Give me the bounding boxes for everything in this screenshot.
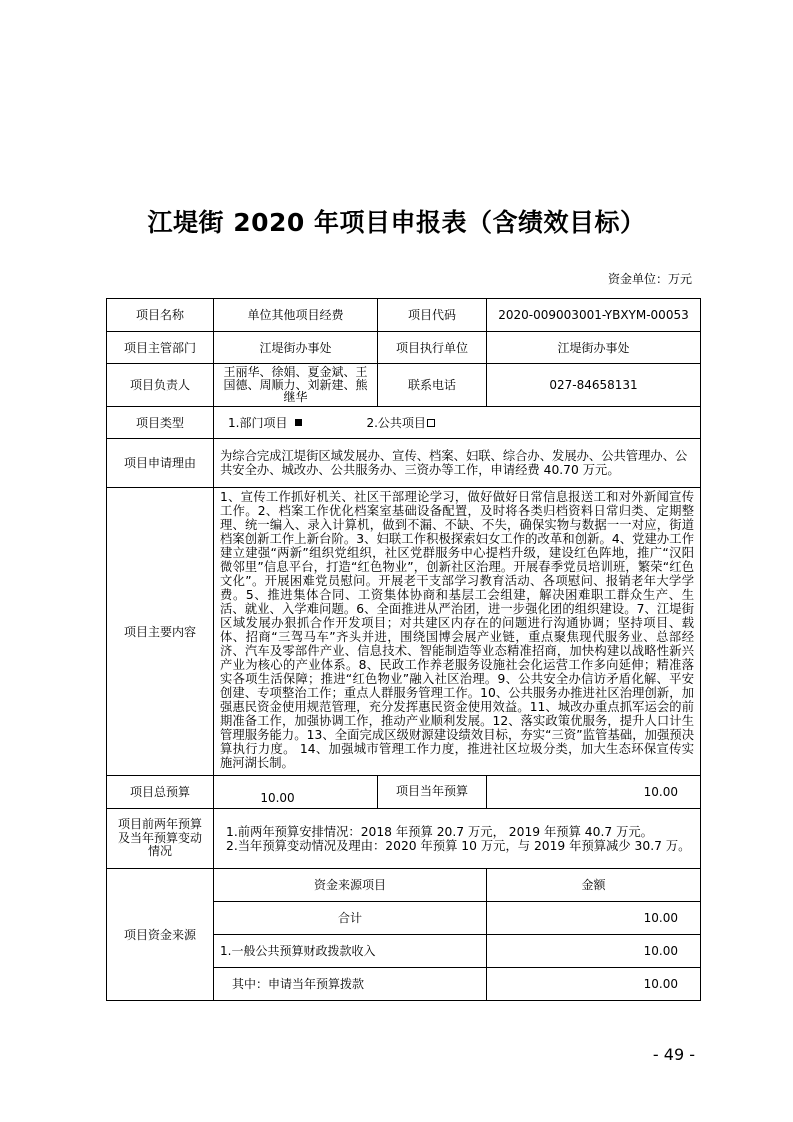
fund-source-item-name: 合计: [214, 902, 487, 935]
fund-source-label: 项目资金来源: [107, 869, 214, 1001]
project-type-options: [214, 407, 701, 439]
budget-change-value: [214, 809, 701, 869]
phone-value: 027-84658131: [487, 364, 701, 407]
year-budget-value: 10.00: [487, 776, 701, 809]
row-fund-source-header: [107, 869, 701, 902]
phone-label: 联系电话: [378, 364, 487, 407]
document-title: 江堤街 2020 年项目申报表（含绩效目标）: [147, 208, 646, 237]
fund-source-item-amount: 10.00: [487, 935, 701, 968]
currency-unit-label: 资金单位：万元: [607, 272, 692, 286]
row-reason: [107, 439, 701, 488]
fund-source-item-name: 其中：申请当年预算拨款: [214, 968, 487, 1001]
year-budget-label: 项目当年预算: [378, 776, 487, 809]
total-budget-label: 项目总预算: [107, 776, 214, 809]
project-code-label: 项目代码: [378, 299, 487, 332]
fund-source-item-amount: 10.00: [487, 968, 701, 1001]
row-project-name: [107, 299, 701, 332]
responsible-value: 王丽华、徐娟、夏金斌、王国德、周顺力、刘新建、熊继华: [214, 364, 378, 407]
unchecked-box-icon: [427, 419, 435, 427]
fund-source-item-name: 1.一般公共预算财政拨款收入: [214, 935, 487, 968]
total-budget-value: 10.00: [214, 776, 378, 809]
row-department: [107, 332, 701, 364]
department-label: 项目主管部门: [107, 332, 214, 364]
department-value: 江堤街办事处: [214, 332, 378, 364]
reason-value: 为综合完成江堤街区域发展办、宣传、档案、妇联、综合办、发展办、公共管理办、公共安全办、城改办、公共服务办、三资办等工作，申请经费 40.70 万元。: [214, 439, 701, 488]
project-code-value: 2020-009003001-YBXYM-00053: [487, 299, 701, 332]
fund-source-item-amount: 10.00: [487, 902, 701, 935]
content-value: 1、宣传工作抓好机关、社区干部理论学习，做好做好日常信息报送工和对外新闻宣传工作。2、档案工作优化档案室基础设备配置，及时将各类归档资料日常归类、定期整理、统一编入、录入计算机，做到不漏、不缺、不失，确保实物与数据一一对应，街道档案创新工作上新台阶。3、妇联工作积极探索妇女工作的改革和创新。4、党建办工作建立建强“两新”组织党组织，社区党群服务中心提档升级，建设红色阵地，推广“汉阳微邻里”信息平台，打造“红色物业”，创新社区治理。开展春季党员培训班，繁荣“红色文化”。开展困难党员慰问。开展老干支部学习教育活动、各项慰问、报销老年大学学费。5、推进集体合同、工资集体协商和基层工会组建，解决困难职工群众生产、生活、就业、入学难问题。6、全面推进从严治团，进一步强化团的组织建设。7、江堤街区域发展办狠抓合作开发项目；对共建区内存在的问题进行沟通协调；坚持项目、载体、招商“三驾马车”齐头并进，围绕国博会展产业链，重点聚焦现代服务业、总部经济、汽车及零部件产业、信息技术、智能制造等业态精准招商，加快构建以战略性新兴产业为核心的产业体系。8、民政工作养老服务设施社会化运营工作多向延伸；精准落实各项生活保障；推进“红色物业”融入社区治理。9、公共安全办信访矛盾化解、平安创建、专项整治工作；重点人群服务管理工作。10、公共服务办推进社区治理创新，加强惠民资金使用规范管理，充分发挥惠民资金使用效益。11、城改办重点抓军运会的前期准备工作，加强协调工作，推动产业顺利发展。12、落实政策优服务，提升人口计生管理服务能力。13、全面完成区级财源建设绩效目标，夯实“三资”监管基础，加强预决算执行力度。 14、加强城市管理工作力度，推进社区垃圾分类，加大生态环保宣传实施河湖长制。: [214, 488, 701, 776]
project-type-label: 项目类型: [107, 407, 214, 439]
project-name-value: 单位其他项目经费: [214, 299, 378, 332]
budget-change-label: 项目前两年预算及当年预算变动情况: [107, 809, 214, 869]
project-name-label: 项目名称: [107, 299, 214, 332]
budget-change-line-2: 2.当年预算变动情况及理由：2020 年预算 10 万元，与 2019 年预算减少 30.7 万。: [226, 838, 691, 853]
executing-unit-value: 江堤街办事处: [487, 332, 701, 364]
row-project-type: [107, 407, 701, 439]
public-project-option: 2.公共项目: [366, 415, 426, 430]
project-application-table: [106, 298, 701, 1001]
reason-label: 项目申请理由: [107, 439, 214, 488]
row-budget: [107, 776, 701, 809]
row-budget-change: [107, 809, 701, 869]
responsible-label: 项目负责人: [107, 364, 214, 407]
executing-unit-label: 项目执行单位: [378, 332, 487, 364]
fund-source-amount-header: 金额: [487, 869, 701, 902]
content-label: 项目主要内容: [107, 488, 214, 776]
department-project-option: 1.部门项目: [228, 415, 288, 430]
row-content: [107, 488, 701, 776]
fund-source-item-header: 资金来源项目: [214, 869, 487, 902]
row-responsible: [107, 364, 701, 407]
checked-box-icon: [295, 419, 302, 426]
budget-change-line-1: 1.前两年预算安排情况：2018 年预算 20.7 万元， 2019 年预算 40.7 万元。: [226, 824, 653, 839]
page-number: - 49 -: [652, 1045, 695, 1064]
